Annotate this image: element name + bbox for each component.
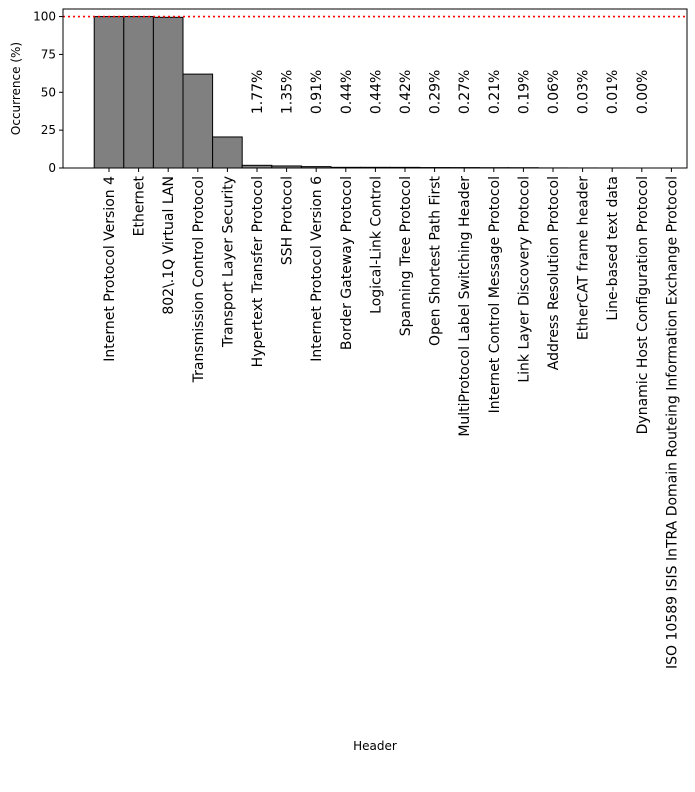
data-label: 0.91% (309, 69, 326, 115)
bar (153, 17, 183, 168)
x-tick-label: Spanning Tree Protocol (398, 176, 414, 337)
data-label: 0.44% (338, 69, 355, 115)
x-tick-label: EtherCAT frame header (575, 176, 592, 341)
x-tick-label: Internet Control Message Protocol (486, 176, 503, 414)
bar (94, 17, 124, 168)
data-label: 0.06% (546, 69, 562, 115)
x-tick-label: Logical-Link Control (368, 176, 385, 314)
y-axis-title: Occurrence (%) (9, 41, 23, 136)
x-tick-label: 802\.1Q Virtual LAN (161, 176, 178, 315)
x-tick-label: Open Shortest Path First (427, 176, 444, 346)
data-label: 0.42% (398, 69, 414, 115)
x-tick-label: Transmission Control Protocol (190, 176, 207, 383)
y-axis (33, 10, 63, 175)
y-tick-label: 100 (33, 9, 56, 24)
y-tick-label: 75 (40, 47, 56, 62)
data-label: 0.00% (634, 69, 651, 115)
x-tick-label: Border Gateway Protocol (338, 176, 355, 351)
x-tick-label: Line-based text data (605, 176, 622, 321)
data-labels-group (250, 70, 651, 114)
y-tick-label: 50 (40, 85, 56, 100)
data-label: 0.03% (575, 69, 592, 115)
data-label: 0.01% (605, 69, 622, 115)
data-label: 0.19% (516, 69, 533, 115)
data-label: 1.35% (279, 69, 296, 115)
x-tick-label: Link Layer Discovery Protocol (516, 176, 533, 383)
x-axis (102, 168, 680, 669)
x-tick-label: Internet Protocol Version 6 (309, 176, 326, 362)
x-tick-label: Address Resolution Protocol (546, 176, 562, 371)
data-label: 1.77% (250, 69, 266, 115)
bar (213, 137, 243, 168)
x-tick-label: Hypertext Transfer Protocol (250, 176, 266, 368)
y-tick-label: 25 (40, 123, 56, 138)
x-tick-label: MultiProtocol Label Switching Header (457, 176, 474, 437)
x-axis-title: Header (353, 739, 397, 753)
bar (124, 17, 154, 168)
y-tick-label: 0 (48, 161, 56, 175)
data-label: 0.27% (457, 69, 474, 115)
x-tick-label: Internet Protocol Version 4 (102, 176, 118, 362)
x-tick-label: ISO 10589 ISIS InTRA Domain Routeing Information Exchange Protocol (664, 176, 681, 669)
data-label: 0.44% (368, 69, 385, 115)
x-tick-label: Dynamic Host Configuration Protocol (634, 176, 651, 435)
x-tick-label: Transport Layer Security (220, 176, 237, 348)
data-label: 0.21% (486, 69, 503, 115)
data-label: 0.29% (427, 69, 444, 115)
bar (183, 74, 213, 168)
x-tick-label: Ethernet (131, 176, 148, 237)
x-tick-label: SSH Protocol (279, 176, 296, 266)
